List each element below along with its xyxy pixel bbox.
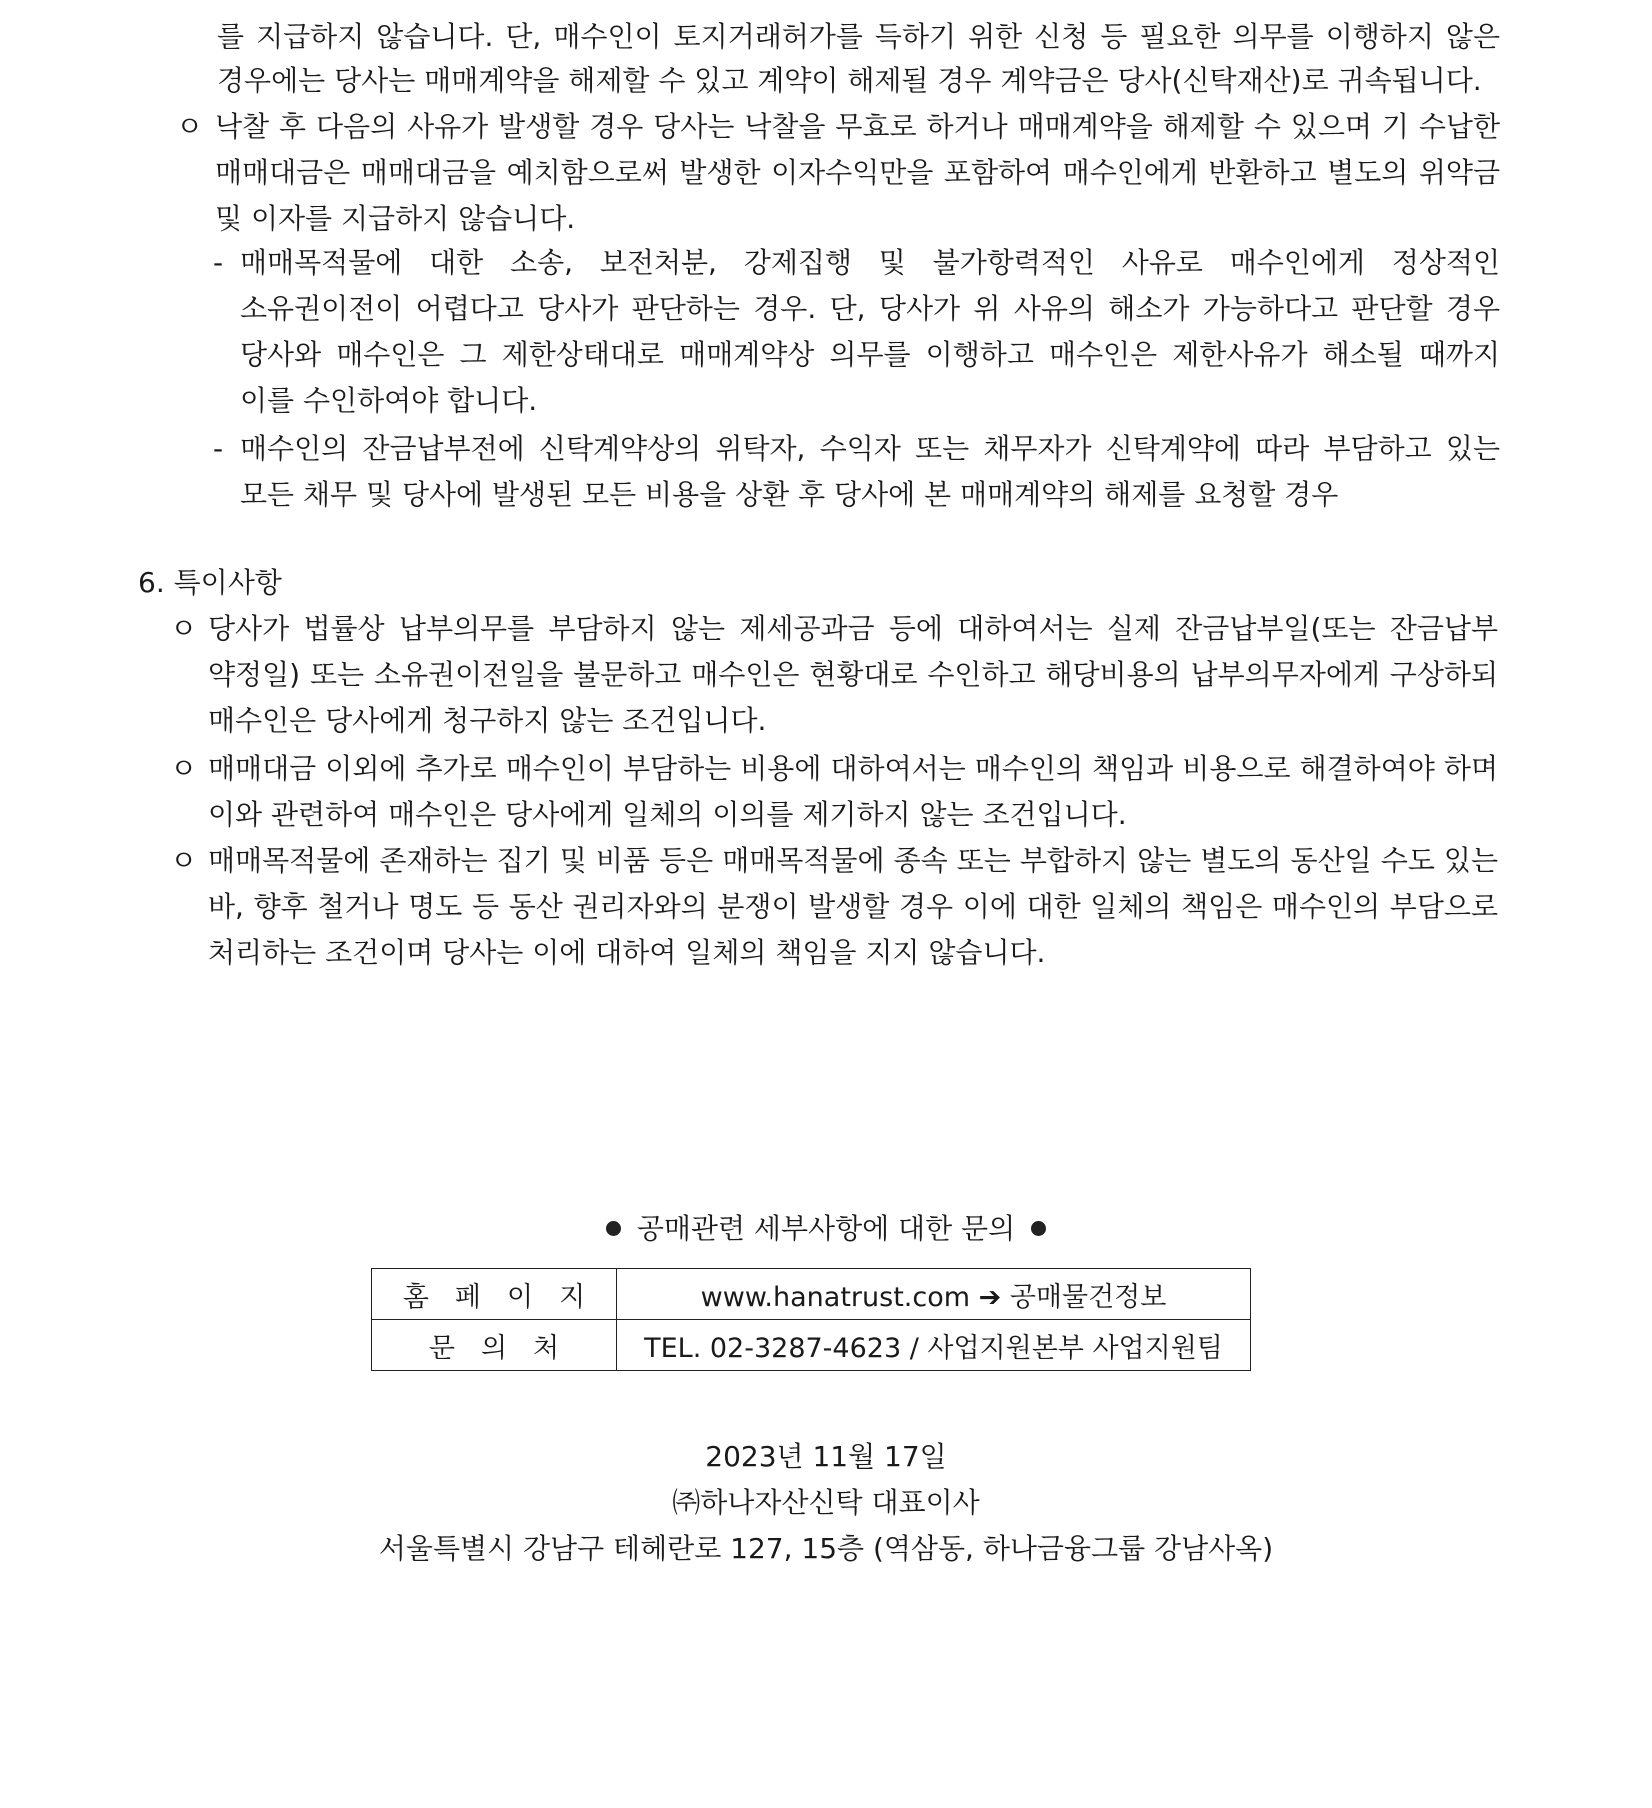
cancellation-bullet: ㅇ (176, 110, 204, 143)
homepage-menu: 공매물건정보 (1009, 1281, 1167, 1313)
table-row (372, 1320, 1251, 1371)
inquiry-heading (0, 1206, 1652, 1252)
arrow-right-icon: ➔ (978, 1281, 1002, 1313)
contact-value: TEL. 02-3287-4623 / 사업지원본부 사업지원팀 (617, 1320, 1251, 1371)
table-row (372, 1269, 1251, 1320)
company-signature: ㈜하나자산신탁 대표이사 (672, 1486, 980, 1519)
sub-item-dash-2: - (213, 432, 224, 465)
section-6-item-2: 매매대금 이외에 추가로 매수인이 부담하는 비용에 대하여서는 매수인의 책임과 비용으로 해결하여야 하며 이와 관련하여 매수인은 당사에게 일체의 이의를 제기하지 않는 조건입니다. (208, 752, 1498, 831)
section-6-item-1: 당사가 법률상 납부의무를 부담하지 않는 제세공과금 등에 대하여서는 실제 잔금납부일(또는 잔금납부 약정일) 또는 소유권이전일을 불문하고 매수인은 현황대로 수인하고 해당비용의 납부의무자에게 구상하되 매수인은 당사에게 청구하지 않는 조건입니다. (208, 612, 1498, 737)
inquiry-table (371, 1268, 1251, 1371)
sub-item-1: 매매목적물에 대한 소송, 보전처분, 강제집행 및 불가항력적인 사유로 매수인에게 정상적인 소유권이전이 어렵다고 당사가 판단하는 경우. 단, 당사가 위 사유의 해소가 가능하다고 판단할 경우 당사와 매수인은 그 제한상태대로 매매계약상 의무를 이행하고 매수인은 제한사유가 해소될 때까지 이를 수인하여야 합니다. (240, 246, 1500, 417)
section-6-bullet-1: ㅇ (170, 612, 198, 645)
cancellation-text: 낙찰 후 다음의 사유가 발생할 경우 당사는 낙찰을 무효로 하거나 매매계약을 해제할 수 있으며 기 수납한 매매대금은 매매대금을 예치함으로써 발생한 이자수익만을 포함하여 매수인에게 반환하고 별도의 위약금 및 이자를 지급하지 않습니다. (215, 110, 1500, 235)
document-date: 2023년 11월 17일 (705, 1440, 947, 1473)
bullet-dot-icon (606, 1221, 621, 1236)
bullet-dot-icon (1031, 1221, 1046, 1236)
homepage-value (617, 1269, 1251, 1320)
section-6-item-3: 매매목적물에 존재하는 집기 및 비품 등은 매매목적물에 종속 또는 부합하지 않는 별도의 동산일 수도 있는 바, 향후 철거나 명도 등 동산 권리자와의 분쟁이 발생할 경우 이에 대한 일체의 책임은 매수인의 부담으로 처리하는 조건이며 당사는 이에 대하여 일체의 책임을 지지 않습니다. (208, 844, 1498, 969)
sub-item-2: 매수인의 잔금납부전에 신탁계약상의 위탁자, 수익자 또는 채무자가 신탁계약에 따라 부담하고 있는 모든 채무 및 당사에 발생된 모든 비용을 상환 후 당사에 본 매매계약의 해제를 요청할 경우 (240, 432, 1500, 511)
section-6-title: 6. 특이사항 (138, 566, 282, 599)
homepage-url[interactable]: www.hanatrust.com (700, 1281, 971, 1313)
continuation-line-2: 경우에는 당사는 매매계약을 해제할 수 있고 계약이 해제될 경우 계약금은 당사(신탁재산)로 귀속됩니다. (217, 64, 1482, 97)
sub-item-dash-1: - (213, 246, 224, 279)
company-address: 서울특별시 강남구 테헤란로 127, 15층 (역삼동, 하나금융그룹 강남사옥) (378, 1532, 1274, 1565)
homepage-label: 홈페이지 (372, 1269, 617, 1320)
section-6-bullet-2: ㅇ (170, 752, 198, 785)
section-6-bullet-3: ㅇ (170, 844, 198, 877)
continuation-line-1: 를 지급하지 않습니다. 단, 매수인이 토지거래허가를 득하기 위한 신청 등 필요한 의무를 이행하지 않은 (217, 20, 1500, 53)
contact-label: 문의처 (372, 1320, 617, 1371)
inquiry-heading-text: 공매관련 세부사항에 대한 문의 (636, 1212, 1016, 1245)
